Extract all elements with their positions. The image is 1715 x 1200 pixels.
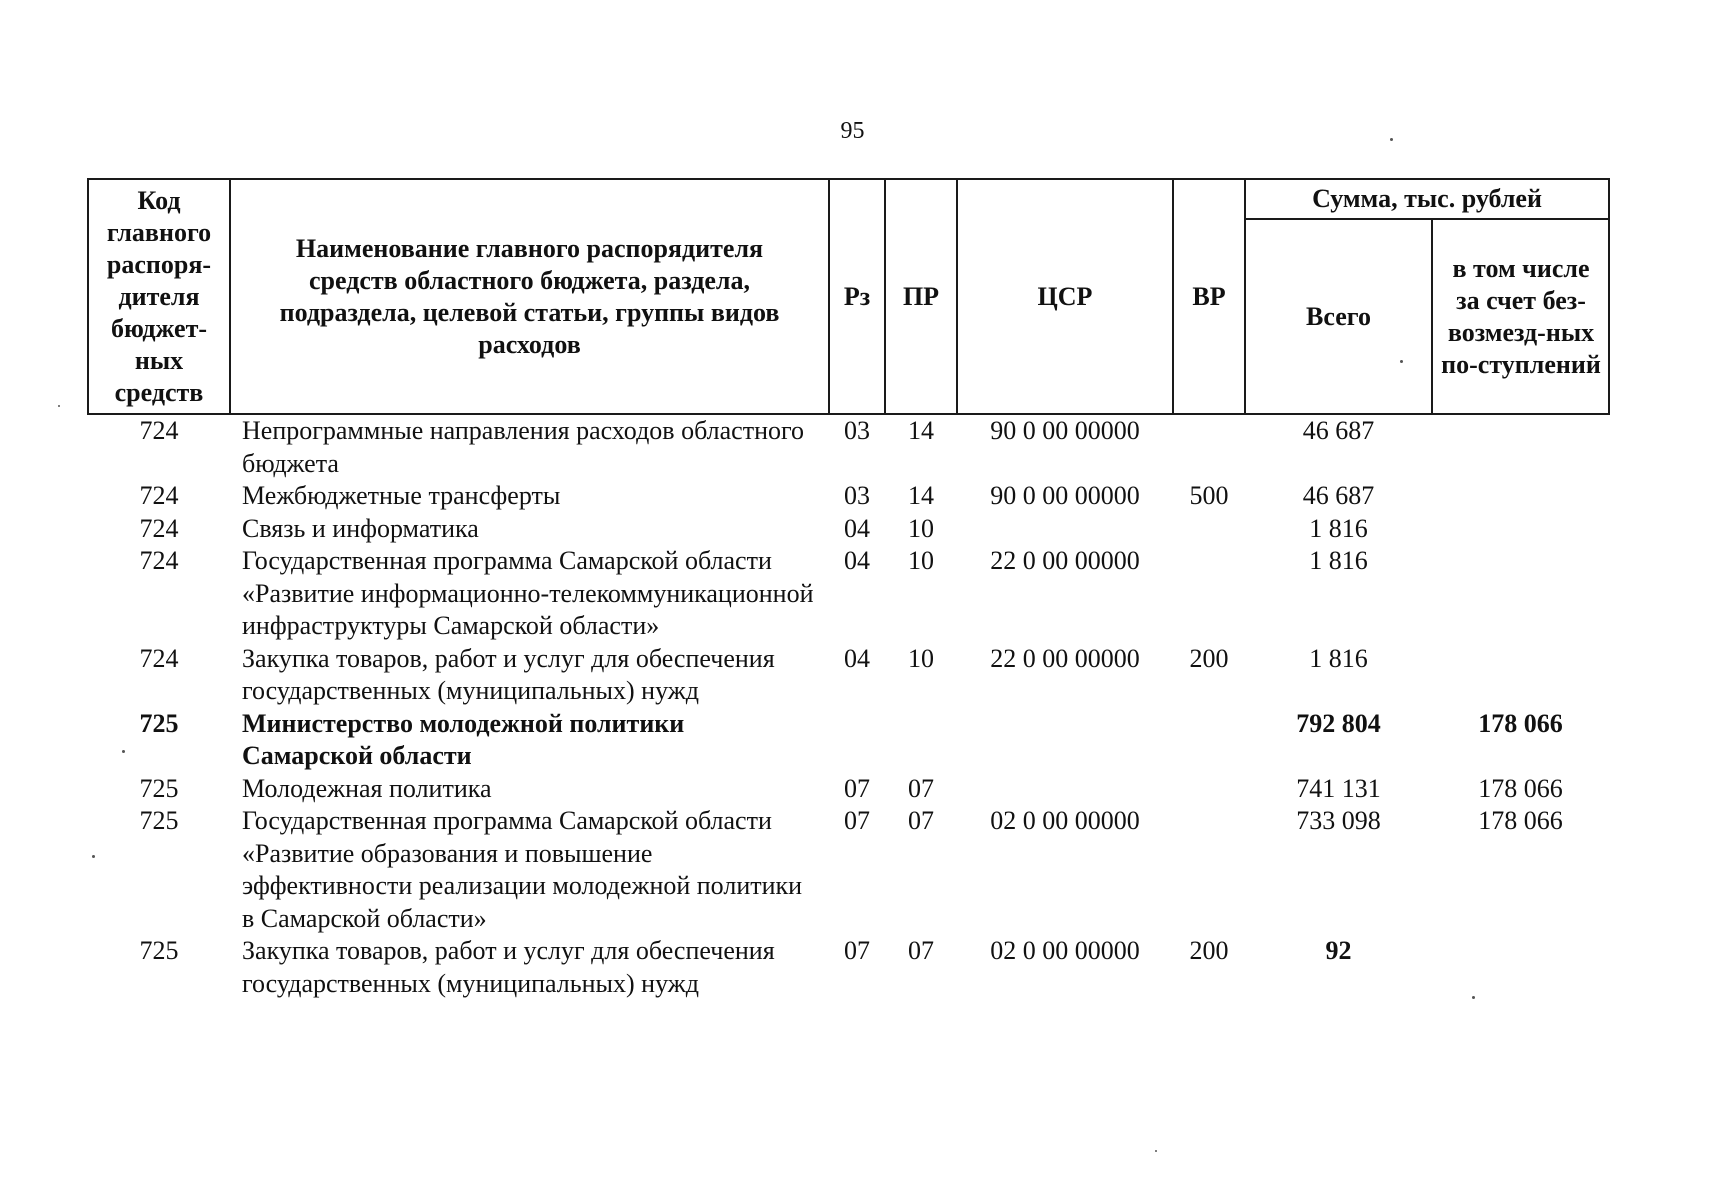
cell-vr [1173, 545, 1245, 643]
scan-speck [1400, 360, 1403, 363]
cell-code: 725 [139, 806, 179, 835]
cell-name: Закупка товаров, работ и услуг для обеспечения государственных (муниципальных) нужд [242, 936, 775, 998]
cell-name: Государственная программа Самарской области «Развитие информационно-телекоммуникационной инфраструктуры Самарской области» [242, 546, 814, 640]
table-header [88, 179, 1609, 414]
cell-csr [957, 773, 1173, 806]
cell-code: 724 [139, 416, 179, 445]
table-row [88, 513, 1609, 546]
cell-pr: 07 [908, 773, 934, 803]
table-row [88, 805, 1609, 935]
cell-vr [1173, 708, 1245, 773]
header-pr: ПР [885, 179, 957, 414]
scan-speck [1390, 138, 1393, 141]
header-csr: ЦСР [957, 179, 1173, 414]
cell-gratuitous [1432, 643, 1609, 708]
cell-vr: 200 [1189, 936, 1229, 965]
cell-name: Межбюджетные трансферты [242, 481, 561, 510]
cell-total: 1 816 [1309, 546, 1368, 575]
cell-name: Государственная программа Самарской области «Развитие образования и повышение эффективности реализации молодежной политики в Самарской области» [242, 806, 803, 933]
cell-rz: 03 [844, 481, 870, 510]
cell-gratuitous: 178 066 [1478, 708, 1563, 738]
cell-pr: 07 [908, 936, 934, 965]
cell-gratuitous [1432, 935, 1609, 1000]
cell-gratuitous [1432, 414, 1609, 480]
cell-gratuitous [1432, 545, 1609, 643]
table-row [88, 643, 1609, 708]
cell-total: 1 816 [1309, 513, 1368, 543]
cell-vr: 200 [1189, 643, 1229, 673]
scan-speck [1472, 996, 1475, 999]
cell-vr [1173, 805, 1245, 935]
scan-speck [92, 855, 95, 858]
cell-csr: 22 0 00 00000 [990, 546, 1140, 575]
header-gratuitous: в том числе за счет без-возмезд-ных по-ступлений [1432, 219, 1609, 414]
table-row [88, 480, 1609, 513]
cell-total: 92 [1325, 936, 1352, 965]
cell-code: 724 [139, 643, 179, 673]
header-code: Код главного распоря-дителя бюджет-ных средств [88, 179, 230, 414]
scan-speck [122, 750, 125, 753]
table-row [88, 773, 1609, 806]
cell-rz: 07 [844, 936, 870, 965]
cell-total: 792 804 [1296, 708, 1381, 738]
cell-code: 725 [139, 708, 179, 738]
page-number: 95 [840, 118, 865, 144]
cell-total: 46 687 [1302, 416, 1375, 445]
table-row [88, 708, 1609, 773]
cell-name: Связь и информатика [242, 513, 479, 543]
table-row [88, 545, 1609, 643]
cell-name: Молодежная политика [242, 773, 492, 803]
header-sum-group: Сумма, тыс. рублей [1245, 179, 1609, 219]
cell-name: Министерство молодежной политики Самарской области [242, 708, 685, 770]
cell-csr: 90 0 00 00000 [990, 416, 1140, 445]
cell-vr [1173, 773, 1245, 806]
cell-pr: 14 [908, 416, 934, 445]
cell-pr: 10 [908, 513, 934, 543]
cell-total: 733 098 [1296, 806, 1381, 835]
cell-name: Закупка товаров, работ и услуг для обеспечения государственных (муниципальных) нужд [242, 643, 775, 705]
cell-rz [829, 708, 885, 773]
cell-gratuitous: 178 066 [1478, 806, 1563, 835]
header-rz: Рз [829, 179, 885, 414]
cell-vr: 500 [1189, 481, 1229, 510]
cell-vr [1173, 414, 1245, 480]
cell-total: 741 131 [1296, 773, 1381, 803]
cell-vr [1173, 513, 1245, 546]
scan-speck [1155, 1150, 1157, 1152]
header-name: Наименование главного распорядителя средств областного бюджета, раздела, подраздела, целевой статьи, группы видов расходов [230, 179, 829, 414]
cell-code: 725 [139, 936, 179, 965]
cell-rz: 04 [844, 546, 870, 575]
cell-pr: 10 [908, 546, 934, 575]
cell-csr [957, 708, 1173, 773]
cell-csr: 02 0 00 00000 [990, 806, 1140, 835]
cell-code: 724 [139, 546, 179, 575]
cell-csr [957, 513, 1173, 546]
cell-name: Непрограммные направления расходов областного бюджета [242, 416, 804, 478]
cell-csr: 22 0 00 00000 [990, 643, 1140, 673]
cell-gratuitous: 178 066 [1478, 773, 1563, 803]
cell-pr: 14 [908, 481, 934, 510]
cell-total: 46 687 [1302, 481, 1375, 510]
table-body [88, 414, 1609, 1000]
cell-rz: 04 [844, 513, 870, 543]
cell-csr: 02 0 00 00000 [990, 936, 1140, 965]
cell-gratuitous [1432, 480, 1609, 513]
cell-rz: 07 [844, 806, 870, 835]
scan-speck [58, 405, 60, 407]
cell-pr: 07 [908, 806, 934, 835]
header-vr: ВР [1173, 179, 1245, 414]
cell-code: 725 [139, 773, 179, 803]
table-row [88, 935, 1609, 1000]
budget-table [87, 178, 1610, 1000]
cell-total: 1 816 [1309, 643, 1368, 673]
cell-code: 724 [139, 481, 179, 510]
header-total: Всего [1245, 219, 1432, 414]
cell-gratuitous [1432, 513, 1609, 546]
cell-rz: 03 [844, 416, 870, 445]
cell-rz: 07 [844, 773, 870, 803]
cell-code: 724 [139, 513, 179, 543]
cell-pr [885, 708, 957, 773]
cell-csr: 90 0 00 00000 [990, 481, 1140, 510]
cell-rz: 04 [844, 643, 870, 673]
cell-pr: 10 [908, 643, 934, 673]
table-row [88, 414, 1609, 480]
